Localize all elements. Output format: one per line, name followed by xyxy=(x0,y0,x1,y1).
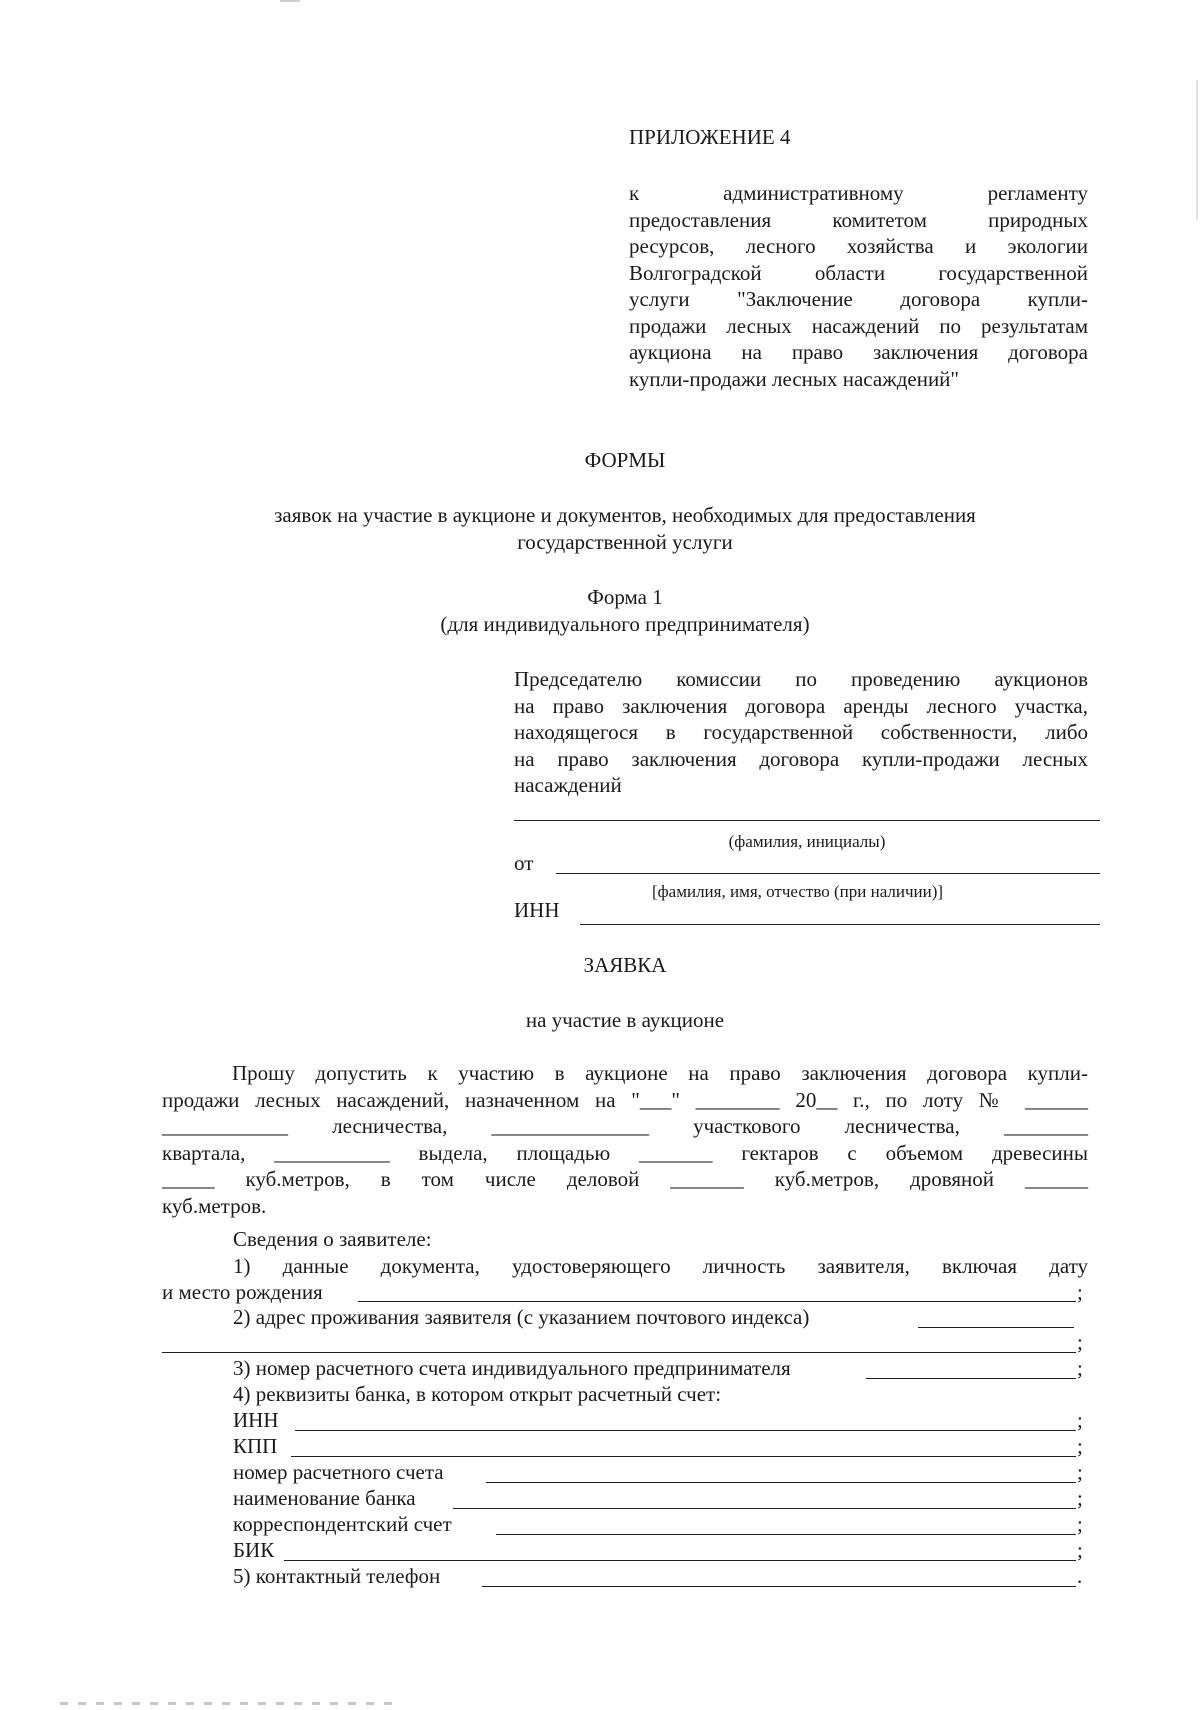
bank-corr-end: ; xyxy=(1077,1512,1083,1536)
form1-title: Форма 1 xyxy=(587,585,663,609)
item2-label: 2) адрес проживания заявителя (с указанием почтового индекса) xyxy=(233,1305,810,1329)
paragraph-line: квартала, ___________ выдела, площадью _______ гектаров с объемом древесины xyxy=(162,1140,1088,1165)
bank-corr-field[interactable] xyxy=(496,1534,1076,1535)
request-title: ЗАЯВКА xyxy=(583,953,667,977)
paragraph-line: куб.метров. xyxy=(162,1193,267,1218)
bank-corr-label: корреспондентский счет xyxy=(233,1512,452,1536)
bank-account-label: номер расчетного счета xyxy=(233,1460,444,1484)
appendix-line: Волгоградской области государственной xyxy=(629,260,1088,285)
bank-name-field[interactable] xyxy=(453,1508,1076,1509)
appendix-line: продажи лесных насаждений по результатам xyxy=(629,313,1088,338)
item1-field[interactable] xyxy=(358,1301,1076,1302)
inn-line[interactable] xyxy=(580,924,1100,925)
bank-name-label: наименование банка xyxy=(233,1486,416,1510)
forms-subtitle-line1: заявок на участие в аукционе и документов, необходимых для предоставления xyxy=(274,503,976,527)
bank-kpp-field[interactable] xyxy=(291,1456,1076,1457)
appendix-line: к административному регламенту xyxy=(629,181,1088,205)
appendix-line: купли-продажи лесных насаждений" xyxy=(629,366,959,391)
appendix-line: ресурсов, лесного хозяйства и экологии xyxy=(629,234,1088,258)
paragraph-line: _____ куб.метров, в том числе деловой _______ куб.метров, дровяной ______ xyxy=(162,1167,1088,1192)
item2-end: ; xyxy=(1077,1330,1083,1354)
paragraph-line: Прошу допустить к участию в аукционе на право заключения договора купли- xyxy=(232,1061,1088,1085)
addressee-line: насаждений xyxy=(514,773,622,797)
item3-end: ; xyxy=(1077,1356,1083,1380)
item3-label: 3) номер расчетного счета индивидуального предпринимателя xyxy=(233,1356,791,1380)
item5-label: 5) контактный телефон xyxy=(233,1564,441,1588)
bank-account-field[interactable] xyxy=(486,1482,1076,1483)
scan-artifact-top xyxy=(0,0,1200,2)
bank-inn-label: ИНН xyxy=(233,1408,279,1432)
surname-caption: (фамилия, инициалы) xyxy=(728,832,886,851)
from-label: от xyxy=(514,851,534,875)
addressee-line: на право заключения договора купли-продажи лесных xyxy=(514,746,1088,771)
addressee-line: находящегося в государственной собственности, либо xyxy=(514,720,1088,744)
bank-account-end: ; xyxy=(1077,1460,1083,1484)
item3-field[interactable] xyxy=(866,1378,1076,1379)
item2-field-b[interactable] xyxy=(162,1352,1076,1353)
fullname-caption: [фамилия, имя, отчество (при наличии)] xyxy=(652,882,944,901)
info-heading: Сведения о заявителе: xyxy=(233,1227,432,1251)
appendix-text xyxy=(629,180,1088,392)
appendix-line: предоставления комитетом природных xyxy=(629,207,1088,232)
fullname-line[interactable] xyxy=(556,873,1100,874)
forms-subtitle-line2: государственной услуги xyxy=(517,530,733,554)
paragraph-line: продажи лесных насаждений, назначенном на "___" ________ 20__ г., по лоту № ______ xyxy=(162,1087,1088,1112)
scan-artifact-right xyxy=(1196,80,1198,220)
item1-line2: и место рождения xyxy=(162,1280,323,1304)
bank-inn-field[interactable] xyxy=(295,1430,1076,1431)
item2-field-a[interactable] xyxy=(918,1327,1074,1328)
bank-inn-end: ; xyxy=(1077,1408,1083,1432)
item5-end: . xyxy=(1077,1564,1083,1588)
appendix-line: услуги "Заключение договора купли- xyxy=(629,287,1088,311)
request-paragraph xyxy=(162,1060,1088,1220)
inn-label: ИНН xyxy=(514,898,560,922)
addressee-line: Председателю комиссии по проведению аукционов xyxy=(514,667,1088,691)
appendix-line: аукциона на право заключения договора xyxy=(629,340,1088,364)
addressee-line: на право заключения договора аренды лесного участка, xyxy=(514,693,1088,718)
forms-heading: ФОРМЫ xyxy=(584,448,666,472)
request-subtitle: на участие в аукционе xyxy=(525,1008,725,1032)
bank-kpp-label: КПП xyxy=(233,1434,278,1458)
surname-line[interactable] xyxy=(514,820,1100,821)
scan-artifact-bottom xyxy=(60,1702,400,1705)
addressee-text xyxy=(514,666,1088,799)
bank-name-end: ; xyxy=(1077,1486,1083,1510)
paragraph-line: ____________ лесничества, _______________ участкового лесничества, ________ xyxy=(162,1114,1088,1139)
item4-label: 4) реквизиты банка, в котором открыт расчетный счет: xyxy=(233,1382,722,1406)
bank-bik-end: ; xyxy=(1077,1538,1083,1562)
bank-bik-field[interactable] xyxy=(284,1560,1076,1561)
item1-end: ; xyxy=(1077,1280,1083,1304)
item5-field[interactable] xyxy=(482,1586,1076,1587)
item1-line1 xyxy=(233,1253,1088,1280)
appendix-title: ПРИЛОЖЕНИЕ 4 xyxy=(629,125,791,149)
bank-kpp-end: ; xyxy=(1077,1434,1083,1458)
item1-text: 1) данные документа, удостоверяющего личность заявителя, включая дату xyxy=(233,1254,1088,1278)
form1-subtitle: (для индивидуального предпринимателя) xyxy=(440,612,810,636)
bank-bik-label: БИК xyxy=(233,1538,275,1562)
